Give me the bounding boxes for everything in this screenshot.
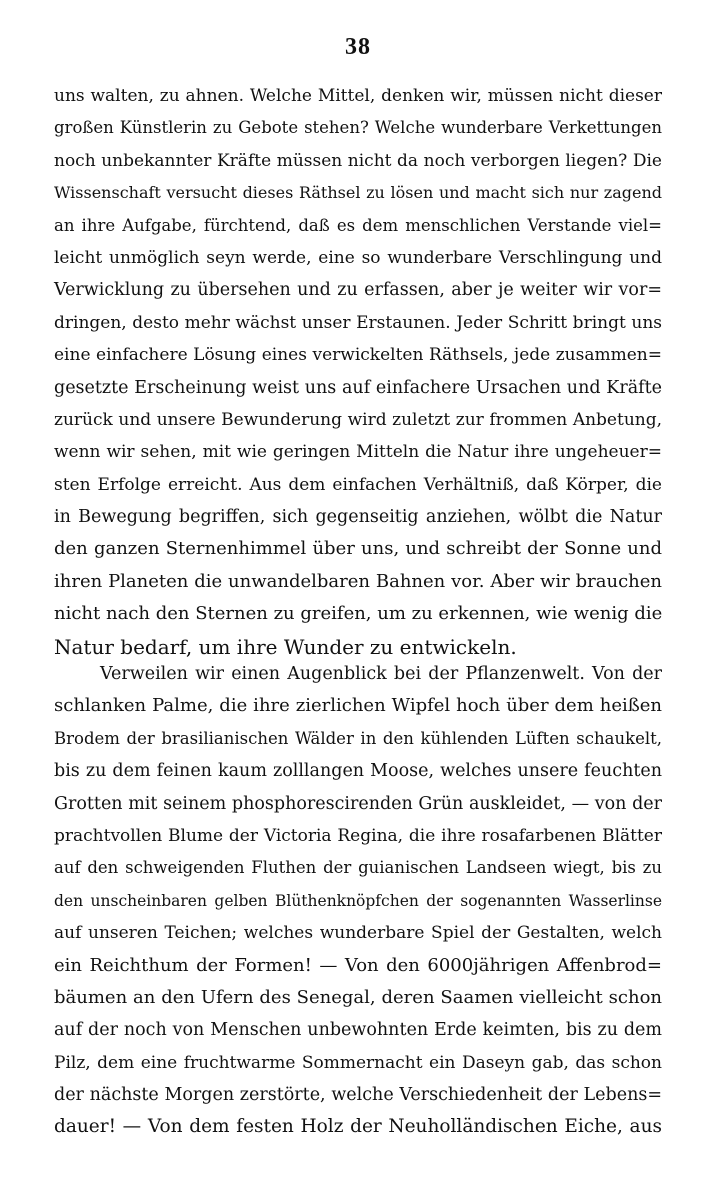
- text-line: sten Erfolge erreicht. Aus dem einfachen Verhältniß, daß Körper, die: [54, 474, 662, 495]
- text-line: auf den schweigenden Fluthen der guianischen Landseen wiegt, bis zu: [54, 858, 662, 878]
- text-line: der nächste Morgen zerstörte, welche Verschiedenheit der Lebens=: [54, 1085, 662, 1106]
- text-line: zurück und unsere Bewunderung wird zuletzt zur frommen Anbetung,: [54, 409, 662, 430]
- text-line: Wissenschaft versucht dieses Räthsel zu lösen und macht sich nur zagend: [54, 183, 662, 203]
- text-line: ihren Planeten die unwandelbaren Bahnen vor. Aber wir brauchen: [54, 570, 662, 592]
- text-line: Natur bedarf, um ihre Wunder zu entwickeln.: [54, 634, 517, 659]
- text-line: auf der noch von Menschen unbewohnten Erde keimten, bis zu dem: [54, 1020, 662, 1041]
- text-line: Verwicklung zu übersehen und zu erfassen, aber je weiter wir vor=: [54, 280, 662, 301]
- text-line: dringen, desto mehr wächst unser Erstaunen. Jeder Schritt bringt uns: [54, 312, 662, 333]
- text-line: großen Künstlerin zu Gebote stehen? Welche wunderbare Verkettungen: [54, 118, 662, 138]
- text-line: ein Reichthum der Formen! — Von den 6000jährigen Affenbrod=: [54, 954, 662, 976]
- text-line: auf unseren Teichen; welches wunderbare Spiel der Gestalten, welch: [54, 923, 662, 944]
- text-line: gesetzte Erscheinung weist uns auf einfachere Ursachen und Kräfte: [54, 377, 662, 398]
- text-line: uns walten, zu ahnen. Welche Mittel, denken wir, müssen nicht dieser: [54, 86, 662, 106]
- text-line: Verweilen wir einen Augenblick bei der Pflanzenwelt. Von der: [100, 664, 662, 684]
- text-line: bis zu dem feinen kaum zolllangen Moose, welches unsere feuchten: [54, 761, 662, 782]
- page-number: 38: [345, 34, 371, 60]
- paragraph-2: [54, 658, 662, 1144]
- text-line: an ihre Aufgabe, fürchtend, daß es dem menschlichen Verstande viel=: [54, 215, 662, 235]
- text-line: nicht nach den Sternen zu greifen, um zu erkennen, wie wenig die: [54, 603, 663, 625]
- text-line: prachtvollen Blume der Victoria Regina, die ihre rosafarbenen Blätter: [54, 825, 662, 846]
- text-line: in Bewegung begriffen, sich gegenseitig anziehen, wölbt die Natur: [54, 507, 662, 528]
- text-line: den ganzen Sternenhimmel über uns, und schreibt der Sonne und: [54, 538, 662, 560]
- text-line: dauer! — Von dem festen Holz der Neuholländischen Eiche, aus: [54, 1116, 662, 1138]
- text-line: leicht unmöglich seyn werde, eine so wunderbare Verschlingung und: [54, 247, 662, 268]
- text-line: noch unbekannter Kräfte müssen nicht da noch verborgen liegen? Die: [54, 150, 662, 171]
- text-line: wenn wir sehen, mit wie geringen Mitteln die Natur ihre ungeheuer=: [54, 442, 662, 463]
- text-line: Pilz, dem eine fruchtwarme Sommernacht ein Daseyn gab, das schon: [54, 1052, 662, 1073]
- text-line: den unscheinbaren gelben Blüthenknöpfchen der sogenannten Wasserlinse: [54, 891, 662, 910]
- text-line: schlanken Palme, die ihre zierlichen Wipfel hoch über dem heißen: [54, 695, 662, 717]
- text-line: Grotten mit seinem phosphorescirenden Grün auskleidet, — von der: [54, 793, 662, 814]
- text-line: eine einfachere Lösung eines verwickelten Räthsels, jede zusammen=: [54, 345, 662, 366]
- paragraph-1: [54, 80, 662, 663]
- text-line: bäumen an den Ufern des Senegal, deren Saamen vielleicht schon: [54, 986, 662, 1008]
- text-line: Brodem der brasilianischen Wälder in den kühlenden Lüften schaukelt,: [54, 728, 662, 748]
